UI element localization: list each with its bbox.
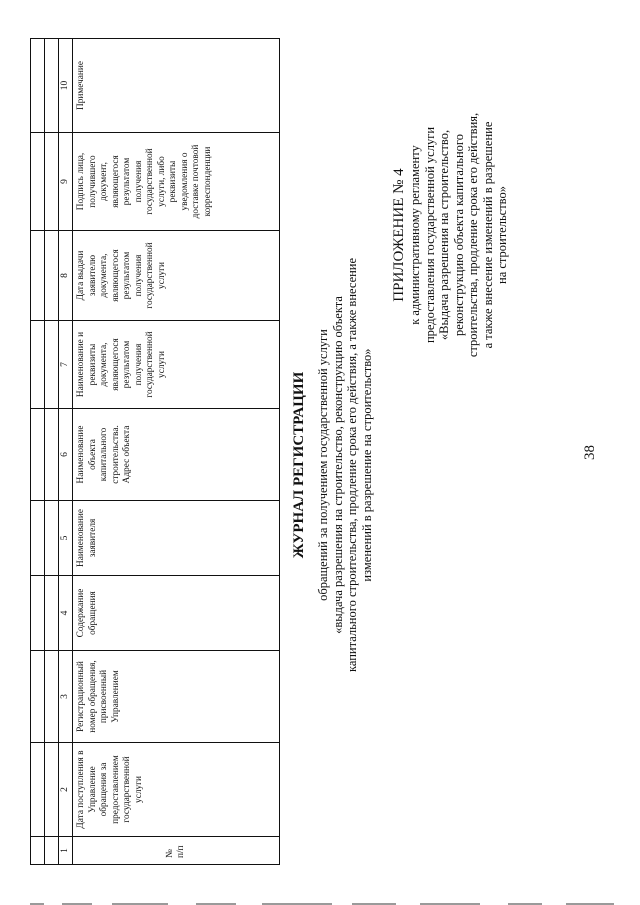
header-cell: Дата поступления в Управление обращения за предоставлением государственной услуги [73,743,280,837]
appendix-line: к административному регламенту [408,145,422,325]
header-cell: Подпись лица, получившего документ, являющегося результатом получения государственной услуги, либо реквизиты уведомления о доставке почтовой корреспонденции [73,133,280,231]
header-cell: Примечание [73,39,280,133]
column-number: 4 [59,576,73,651]
appendix-line: а также внесение изменений в разрешение [480,121,495,349]
header-cell: Наименование и реквизиты документа, являющегося результатом получения государственной услуги [73,321,280,409]
header-cell: Дата выдачи заявителю документа, являющегося результатом получения государственной услуги [73,231,280,321]
header-cell: Регистрационный номер обращения, присвоенный Управлением [73,651,280,743]
appendix-line: на строительство» [495,186,509,284]
appendix-line: предоставления государственной услуги [422,126,437,344]
column-number: 1 [59,837,73,865]
appendix-title: ПРИЛОЖЕНИЕ № 4 [391,168,407,302]
scan-edge-marks [0,901,640,905]
appendix-block [390,45,510,425]
column-number: 8 [59,231,73,321]
column-number: 10 [59,39,73,133]
column-number: 3 [59,651,73,743]
header-cell: Наименование заявителя [73,501,280,576]
table-row [31,39,45,865]
column-number: 9 [59,133,73,231]
registration-table [30,38,280,865]
journal-line: обращений за получением государственной услуги [316,329,330,601]
header-cell: Наименование объекта капитального строительства. Адрес объекта [73,409,280,501]
column-number: 7 [59,321,73,409]
journal-line: «выдача разрешения на строительство, реконструкцию объекта [330,296,345,634]
column-number-row [59,39,73,865]
table-header-row [73,39,280,865]
column-number: 5 [59,501,73,576]
column-number: 2 [59,743,73,837]
header-cell: Содержание обращения [73,576,280,651]
table-row [45,39,59,865]
page-number: 38 [582,445,598,460]
column-number: 6 [59,409,73,501]
journal-block [290,255,374,675]
journal-title: ЖУРНАЛ РЕГИСТРАЦИИ [291,371,307,559]
appendix-line: реконструкцию объекта капитального [451,134,466,336]
header-cell: № п/п [73,837,280,865]
appendix-line: «Выдача разрешения на строительство, [437,129,451,341]
appendix-line: строительства, продление срока его действия, [466,112,480,358]
journal-line: изменений в разрешение на строительство» [359,348,374,582]
journal-line: капитального строительства, продление срока его действия, а также внесение [345,257,359,673]
